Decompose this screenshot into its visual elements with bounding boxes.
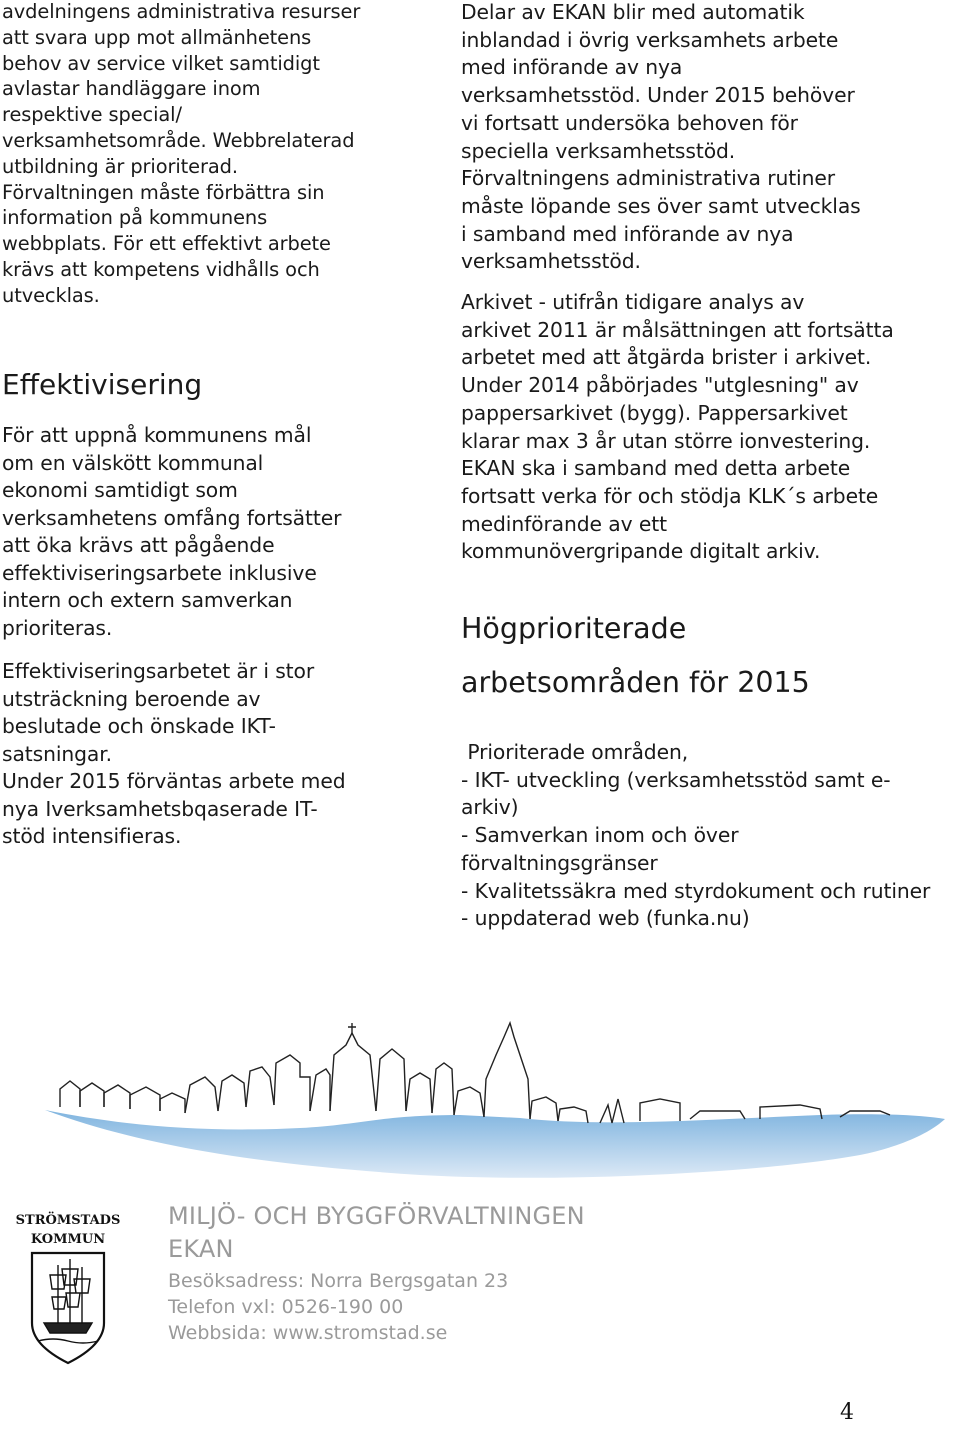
text-line: prioriteras. xyxy=(2,615,113,640)
text-line: stöd intensifieras. xyxy=(2,824,182,848)
text-line: satsningar. xyxy=(2,741,112,766)
text-line: Effektiviseringsarbetet är i stor xyxy=(2,659,315,683)
list-item: - uppdaterad web (funka.nu) xyxy=(461,906,750,931)
text-line: Förvaltningens administrativa rutiner xyxy=(461,166,835,191)
organization-name: MILJÖ- OCH BYGGFÖRVALTNINGEN xyxy=(168,1202,585,1230)
text-line: medinförande av ett xyxy=(461,511,667,536)
text-line: Delar av EKAN blir med automatik xyxy=(461,0,805,24)
text-line: intern och extern samverkan xyxy=(2,588,293,612)
municipality-crest xyxy=(8,1205,128,1370)
text-line: Under 2014 påbörjades "utglesning" av xyxy=(461,373,859,398)
text-line: avlastar handläggare inom xyxy=(2,77,261,101)
intro-paragraph xyxy=(2,0,360,309)
text-line: verksamhetsområde. Webbrelaterad xyxy=(2,128,355,152)
text-line: speciella verksamhetsstöd. xyxy=(461,138,736,163)
visiting-address: Besöksadress: Norra Bergsgatan 23 xyxy=(168,1270,509,1292)
text-line: om en välskött kommunal xyxy=(2,450,264,475)
text-line: webbplats. För ett effektivt arbete xyxy=(2,232,331,256)
crest-text-line2: KOMMUN xyxy=(30,1232,106,1247)
list-item: - Samverkan inom och över xyxy=(461,823,739,848)
text-line: avdelningens administrativa resurser xyxy=(2,0,361,23)
buildings-outline xyxy=(60,1023,890,1123)
text-line: att svara upp mot allmänhetens xyxy=(2,25,312,49)
list-item: - Kvalitetssäkra med styrdokument och rutiner xyxy=(461,878,931,903)
text-line: nya Iverksamhetsbqaserade IT- xyxy=(2,796,318,821)
text-line: EKAN ska i samband med detta arbete xyxy=(461,456,851,481)
text-line: fortsatt verka för och stödja KLK´s arbete xyxy=(461,483,879,508)
list-intro: Prioriterade områden, xyxy=(461,740,689,764)
ship-icon xyxy=(38,1259,98,1343)
text-line: Arkivet - utifrån tidigare analys av xyxy=(461,290,805,314)
department-name: EKAN xyxy=(168,1235,234,1263)
text-line: utbildning är prioriterad. xyxy=(2,154,238,178)
priority-list xyxy=(461,739,930,933)
text-line: arkivet 2011 är målsättningen att fortsätta xyxy=(461,317,894,342)
text-line: information på kommunens xyxy=(2,206,268,230)
footer-contact xyxy=(168,1200,585,1346)
text-line: med införande av nya xyxy=(461,55,683,80)
text-line: måste löpande ses över samt utvecklas xyxy=(461,193,861,218)
effektivisering-paragraph xyxy=(2,422,341,642)
text-line: verksamhetsstöd. xyxy=(461,249,641,274)
text-line: Under 2015 förväntas arbete med xyxy=(2,769,346,793)
text-line: verksamhetsstöd. Under 2015 behöver xyxy=(461,83,855,108)
text-line: arbetet med att åtgärda brister i arkivet. xyxy=(461,345,872,370)
text-line: utsträckning beroende av xyxy=(2,686,261,711)
website: Webbsida: www.stromstad.se xyxy=(168,1322,448,1344)
page-number: 4 xyxy=(840,1400,854,1425)
section-heading-arbetsomraden: arbetsområden för 2015 xyxy=(461,666,810,699)
text-line: krävs att kompetens vidhålls och xyxy=(2,257,320,281)
text-line: i samband med införande av nya xyxy=(461,221,794,246)
ekan-paragraph xyxy=(461,0,861,276)
text-line: kommunövergripande digitalt arkiv. xyxy=(461,539,821,564)
text-line: beslutade och önskade IKT- xyxy=(2,714,276,738)
crest-text-line1: STRÖMSTADS xyxy=(15,1213,121,1228)
text-line: inblandad i övrig verksamhets arbete xyxy=(461,27,839,52)
ikt-paragraph xyxy=(2,658,345,851)
text-line: pappersarkivet (bygg). Pappersarkivet xyxy=(461,400,848,425)
text-line: att öka krävs att pågående xyxy=(2,533,275,557)
phone-number: Telefon vxl: 0526-190 00 xyxy=(168,1296,404,1318)
list-item: arkiv) xyxy=(461,795,519,820)
list-item: - IKT- utveckling (verksamhetsstöd samt e- xyxy=(461,767,891,792)
text-line: Förvaltningen måste förbättra sin xyxy=(2,180,325,204)
section-heading-effektivisering: Effektivisering xyxy=(2,368,203,401)
text-line: effektiviseringsarbete inklusive xyxy=(2,560,317,585)
text-line: respektive special/ xyxy=(2,103,182,127)
text-line: klarar max 3 år utan större ionvestering. xyxy=(461,428,871,453)
text-line: För att uppnå kommunens mål xyxy=(2,423,312,447)
section-heading-hogprioriterade: Högprioriterade xyxy=(461,612,687,645)
sea-shape xyxy=(45,1110,945,1178)
list-item: förvaltningsgränser xyxy=(461,850,658,875)
text-line: behov av service vilket samtidigt xyxy=(2,51,320,75)
text-line: utvecklas. xyxy=(2,283,100,307)
text-line: ekonomi samtidigt som xyxy=(2,478,238,502)
town-skyline-illustration xyxy=(0,1015,960,1190)
text-line: vi fortsatt undersöka behoven för xyxy=(461,110,798,135)
arkiv-paragraph xyxy=(461,289,894,566)
text-line: verksamhetens omfång fortsätter xyxy=(2,505,342,530)
